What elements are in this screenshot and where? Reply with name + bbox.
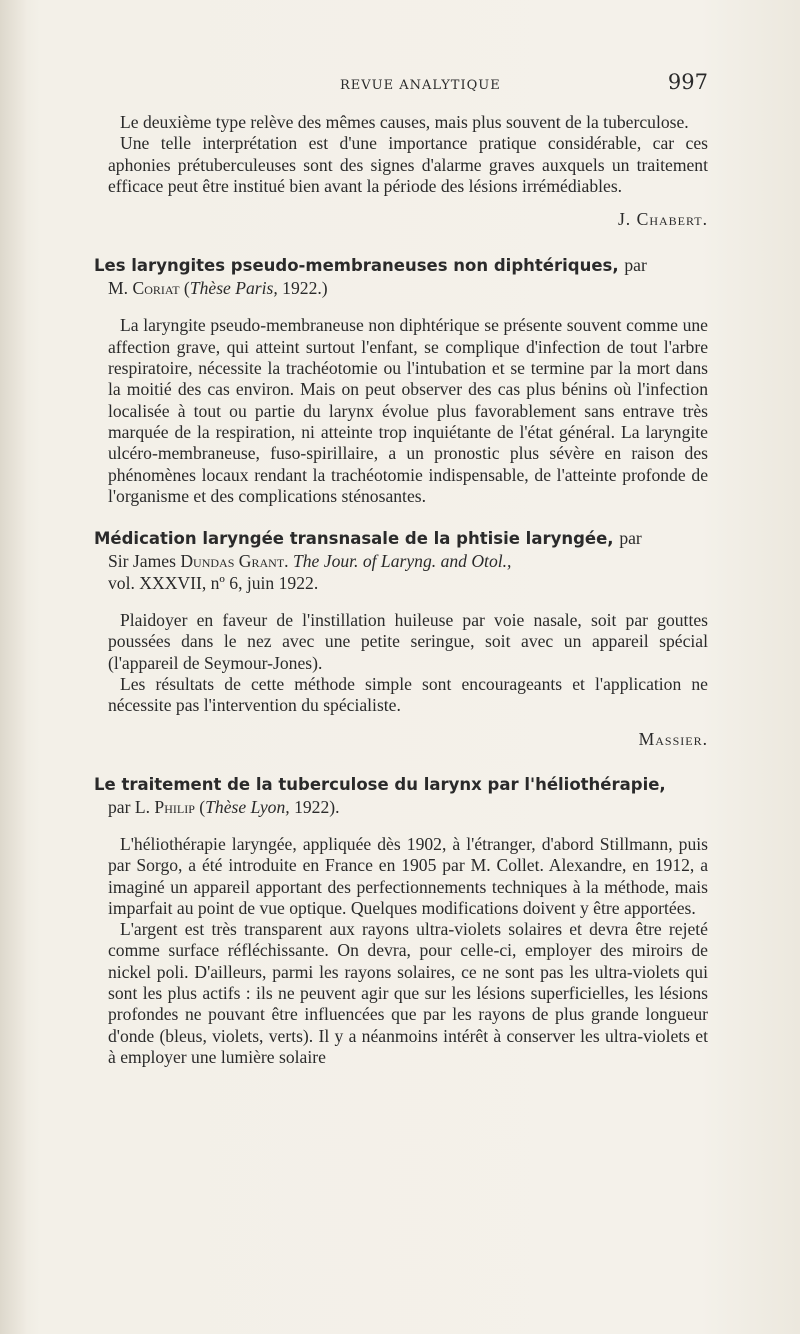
running-title: REVUE ANALYTIQUE	[340, 78, 501, 93]
article-byline: par L. Philip (Thèse Lyon, 1922).	[108, 796, 340, 817]
article-title: Médication laryngée transnasale de la phtisie laryngée,	[94, 529, 614, 549]
page-body	[94, 112, 708, 1068]
article-heading	[94, 254, 708, 277]
author-prefix: Sir James	[108, 551, 176, 572]
paragraph: L'héliothérapie laryngée, appliquée dès 1902, à l'étranger, d'abord Stillmann, puis par Sorgo, a été introduite en France en 1905 par M. Collet. Alexandre, en 1912, a imaginé un appareil apportant des perfectionnements techniques à la méthode, mais imparfait au point de vue optique. Quelques modifications doivent y être apportées.	[108, 833, 708, 918]
page-binding-edge	[0, 0, 26, 1334]
paragraph: La laryngite pseudo-membraneuse non diphtérique se présente souvent comme une affection grave, qui atteint surtout l'enfant, se complique d'infection de tout l'arbre respiratoire, nécessite la trachéotomie ou l'intubation et se termine par la mort dans la moitié des cas environ. Mais on peut observer des cas plus bénins où l'infection localisée à tout ou partie du larynx évolue plus favorablement sans entrave très marquée de la respiration, ni atteinte trop inquiétante de l'état général. La laryngite ulcéro-membraneuse, fuso-spirillaire, a un pronostic plus sévère en raison des phénomènes locaux rendant la trachéotomie indispensable, de l'atteinte profonde de l'organisme et des complications sténosantes.	[108, 315, 708, 506]
article-by: par	[624, 255, 647, 276]
article-title: Les laryngites pseudo-membraneuses non diphtériques,	[94, 256, 619, 276]
article-by: par	[619, 528, 642, 549]
author-name: Dundas Grant.	[180, 551, 289, 572]
page-number: 997	[667, 70, 708, 94]
reference: vol. XXXVII, nº 6, juin 1922.	[108, 573, 319, 594]
page-header	[108, 70, 708, 100]
article-byline: M. Coriat (Thèse Paris, 1922.)	[108, 278, 328, 299]
source: Thèse Lyon,	[205, 796, 290, 817]
article-title: Le traitement de la tuberculose du larynx par l'héliothérapie,	[94, 774, 666, 794]
paragraph: L'argent est très transparent aux rayons ultra-violets solaires et devra être rejeté comme surface réfléchissante. On devra, pour celle-ci, employer des miroirs de nickel poli. D'ailleurs, parmi les rayons solaires, ce ne sont pas les ultra-violets qui sont les plus actifs : ils ne peuvent agir que sur les lésions superficielles, les lésions profondes ne pouvant être influencées que par les rayons de plus grande longueur d'onde (bleus, violets, verts). Il y a néanmoins intérêt à conserver les ultra-violets et à employer une lumière solaire	[108, 919, 708, 1067]
paragraph: Le deuxième type relève des mêmes causes, mais plus souvent de la tuberculose.	[120, 112, 689, 132]
year: 1922.)	[282, 278, 328, 299]
author-prefix: par L.	[108, 796, 151, 817]
paragraph: Une telle interprétation est d'une importance pratique considérable, car ces aphonies prétuberculeuses sont des signes d'alarme graves auxquels un traitement efficace peut être institué bien avant la période des lésions irrémédiables.	[108, 133, 708, 196]
source: Thèse Paris,	[189, 278, 278, 299]
signature: J. Chabert.	[617, 209, 708, 230]
author-name: Coriat	[132, 278, 180, 299]
article-heading	[94, 527, 708, 550]
paragraph: Plaidoyer en faveur de l'instillation huileuse par voie nasale, soit par gouttes poussées dans le nez avec une petite seringue, soit avec un appareil spécial (l'appareil de Seymour-Jones).	[108, 610, 708, 673]
paragraph: Les résultats de cette méthode simple sont encourageants et l'application ne nécessite pas l'intervention du spécialiste.	[108, 674, 708, 716]
author-name: Philip	[154, 796, 195, 817]
journal: The Jour. of Laryng. and Otol.,	[292, 551, 512, 572]
signature: Massier.	[638, 728, 708, 749]
author-prefix: M.	[108, 278, 129, 299]
article-heading	[94, 774, 708, 796]
article-byline	[108, 550, 708, 594]
year: 1922).	[294, 796, 340, 817]
